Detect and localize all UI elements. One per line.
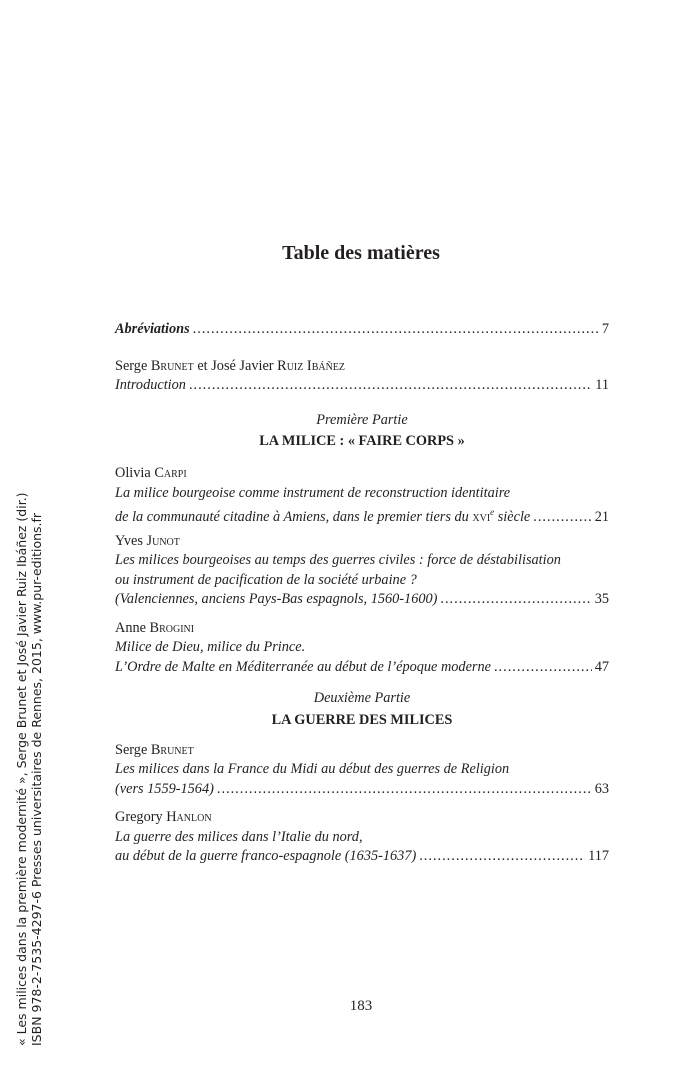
page-number: 35: [594, 591, 609, 607]
side-citation: [14, 486, 44, 1046]
leader-dots: [494, 658, 592, 678]
part-title: LA MILICE : « FAIRE CORPS »: [259, 433, 465, 449]
toc-entry-title: Introduction: [115, 377, 186, 393]
toc-entry-title-line2: de la communauté citadine à Amiens, dans le premier tiers du xvi$^e$ siècle: [115, 507, 531, 525]
leader-dots: [217, 780, 592, 800]
side-citation-line2: ISBN 978-2-7535-4297-6 Presses universitaires de Rennes, 2015, www.pur-editions.fr: [29, 512, 44, 1046]
toc-entry-carpi[interactable]: [115, 464, 609, 523]
toc-entry-author: Serge Brunet et José Javier Ruiz Ibáñez: [115, 357, 346, 374]
page-number: 21: [594, 508, 609, 525]
toc-entry-author: Olivia Carpi: [115, 465, 187, 481]
toc-entry-hanlon[interactable]: [115, 808, 609, 867]
part-heading-2: [115, 689, 609, 731]
part-label: Deuxième Partie: [313, 690, 411, 706]
toc-entry-author: Anne Brogini: [115, 619, 195, 636]
toc-entry-author: Yves Junot: [115, 532, 180, 549]
toc-entry-title-line2: ou instrument de pacification de la société urbaine ?: [115, 571, 417, 588]
toc-entry-title: Les milices dans la France du Midi au début des guerres de Religion: [115, 761, 510, 777]
side-citation-line1: « Les milices dans la première modernité », Serge Brunet et José Javier Ruiz Ibáñez (dir.): [14, 492, 29, 1046]
toc-entry-brunet[interactable]: [115, 741, 609, 800]
toc-entry-title: La milice bourgeoise comme instrument de reconstruction identitaire: [115, 484, 511, 501]
toc-entry-title-line3: (Valenciennes, anciens Pays-Bas espagnols, 1560-1600): [115, 591, 438, 607]
toc-entry-introduction[interactable]: [115, 357, 609, 396]
toc-entry-title-line2: L’Ordre de Malte en Méditerranée au début de l’époque moderne: [115, 658, 491, 675]
toc-entry-title: Milice de Dieu, milice du Prince.: [115, 639, 306, 655]
leader-dots: [533, 508, 591, 528]
page-title: Table des matières: [282, 242, 440, 264]
part-label: Première Partie: [316, 411, 408, 428]
leader-dots: [189, 376, 592, 396]
toc-entry-title: La guerre des milices dans l’Italie du nord,: [115, 828, 363, 845]
toc-entry-title: Abréviations: [115, 321, 190, 337]
toc-entry-junot[interactable]: [115, 532, 609, 610]
toc-entry-title: Les milices bourgeoises au temps des guerres civiles : force de déstabilisation: [115, 552, 561, 568]
page-number: 11: [595, 377, 609, 393]
page-number: 7: [601, 321, 609, 337]
page-number: 117: [588, 848, 609, 864]
toc-entry-title-line2: (vers 1559-1564): [115, 780, 214, 797]
part-heading-1: [115, 411, 609, 453]
leader-dots: [193, 320, 599, 340]
page-number: 47: [594, 658, 609, 675]
leader-dots: [440, 590, 591, 610]
leader-dots: [419, 847, 585, 867]
toc-entry-abbreviations[interactable]: [115, 320, 609, 340]
toc-entry-author: Gregory Hanlon: [115, 809, 212, 825]
toc-entry-author: Serge Brunet: [115, 741, 194, 758]
toc-entry-title-line2: au début de la guerre franco-espagnole (1635-1637): [115, 848, 417, 864]
toc-entry-brogini[interactable]: [115, 619, 609, 678]
page-number: 63: [594, 780, 609, 797]
part-title: LA GUERRE DES MILICES: [271, 711, 453, 728]
table-of-contents: [115, 320, 609, 867]
page-folio: 183: [349, 998, 373, 1014]
